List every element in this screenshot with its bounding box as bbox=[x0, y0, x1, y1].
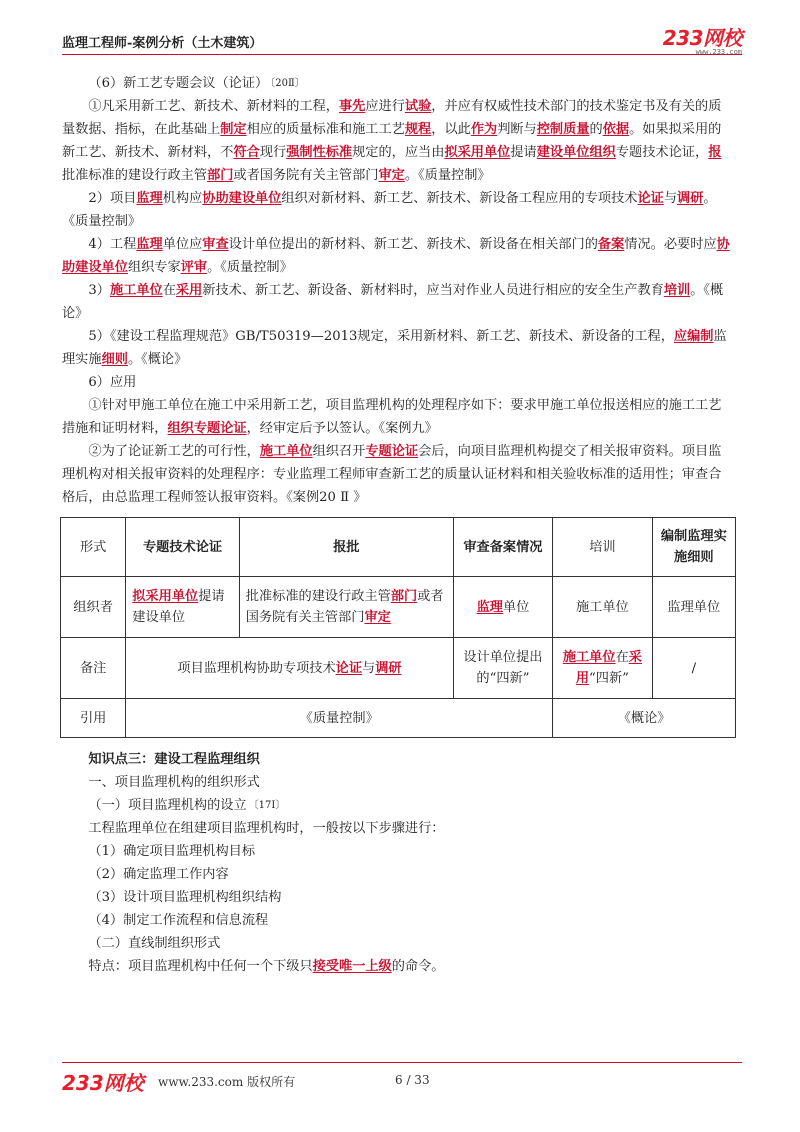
page-header bbox=[62, 28, 742, 55]
table-header-row bbox=[61, 518, 736, 577]
list-item: （3）设计项目监理机构组织结构 bbox=[88, 890, 282, 905]
text-run: 新技术、新工艺、新设备、新材料时，应当对作业人员进行相应的安全生产教育 bbox=[202, 283, 664, 298]
highlight-term: 监理 bbox=[136, 237, 163, 252]
paragraph bbox=[62, 325, 734, 371]
text-run: 或者国务院有关主管部门 bbox=[245, 589, 444, 625]
table-cell bbox=[126, 577, 240, 638]
list-item: （2）确定监理工作内容 bbox=[88, 867, 229, 882]
text-run: 批准标准的建设行政主管 bbox=[62, 168, 208, 183]
document-title: 监理工程师-案例分析（土木建筑） bbox=[62, 36, 263, 51]
text-run: 组织专家 bbox=[127, 260, 181, 275]
text-run: 现行 bbox=[259, 145, 287, 160]
highlight-term: 评审 bbox=[180, 260, 208, 275]
highlight-term: 控制质量 bbox=[536, 122, 590, 137]
paragraph bbox=[62, 394, 734, 440]
text-run: 的 bbox=[589, 122, 603, 137]
highlight-term: 事先 bbox=[338, 99, 366, 114]
highlight-term: 采用 bbox=[175, 283, 203, 298]
text-run: ①针对甲施工单位在施工中采用新工艺，项目监理机构的处理程序如下：要求甲施工单位报送相应的施工工艺措施和证明材料， bbox=[62, 398, 722, 436]
highlight-term: 作为 bbox=[470, 122, 498, 137]
highlight-term: 论证 bbox=[335, 660, 363, 676]
knowledge-point-title: 知识点三：建设工程监理组织 bbox=[88, 752, 260, 767]
exam-tag: 〔20Ⅱ〕 bbox=[270, 78, 305, 89]
highlight-term: 建设单位组织 bbox=[536, 145, 616, 160]
table-cell bbox=[126, 638, 453, 699]
text-run: 4）工程 bbox=[88, 237, 137, 252]
brand-logo bbox=[663, 22, 742, 56]
highlight-term: 专题论证 bbox=[365, 444, 419, 459]
highlight-term: 施工单位 bbox=[259, 444, 313, 459]
text-run: 。如果拟采用的新工艺、新技术、新材料，不 bbox=[62, 122, 722, 160]
highlight-term: 论证 bbox=[637, 191, 664, 206]
text-run: 相应的质量标准和施工工艺 bbox=[246, 122, 405, 137]
highlight-term: 依据 bbox=[602, 122, 630, 137]
footer-logo: 233网校 bbox=[62, 1071, 144, 1095]
text-run: 。《概论》 bbox=[127, 352, 188, 367]
text-run: 组织召开 bbox=[312, 444, 366, 459]
text-run: 或者国务院有关主管部门 bbox=[233, 168, 379, 183]
page-content bbox=[62, 72, 734, 978]
text-run: 组织对新材料、新工艺、新技术、新设备工程应用的专项技术 bbox=[281, 191, 638, 206]
text-run: 单位应 bbox=[162, 237, 203, 252]
highlight-term: 施工单位 bbox=[109, 283, 163, 298]
highlight-term: 拟采用单位 bbox=[444, 145, 511, 160]
text-run: 提请 bbox=[510, 145, 537, 160]
highlight-term: 审定 bbox=[364, 610, 391, 625]
text-run: 与 bbox=[362, 660, 376, 676]
logo-text: 233网校 bbox=[662, 26, 742, 50]
table-cell bbox=[553, 638, 652, 699]
highlight-term: 协助建设单位 bbox=[202, 191, 282, 206]
paragraph bbox=[62, 279, 734, 325]
section-title-text: （6）新工艺专题会议（论证） bbox=[88, 76, 269, 91]
table-cell: 《概论》 bbox=[553, 699, 736, 738]
list-item: （4）制定工作流程和信息流程 bbox=[88, 913, 269, 928]
subheading: 6）应用 bbox=[88, 375, 137, 390]
table-header: 编制监理实施细则 bbox=[652, 518, 735, 577]
text-run: 判断与 bbox=[497, 122, 537, 137]
highlight-term: 报 bbox=[708, 145, 722, 160]
text-run: 规定的，应当由 bbox=[352, 145, 445, 160]
highlight-term: 部门 bbox=[390, 589, 418, 604]
table-cell bbox=[453, 577, 552, 638]
text-run: 批准标准的建设行政主管 bbox=[245, 589, 391, 604]
text-run: 。《质量控制》 bbox=[62, 191, 717, 229]
highlight-term: 调研 bbox=[375, 660, 402, 676]
table-cell bbox=[239, 577, 453, 638]
text-run: ，经审定后予以签认。《案例九》 bbox=[246, 421, 438, 436]
text-run: 。《质量控制》 bbox=[207, 260, 293, 275]
text-run: 的命令。 bbox=[391, 959, 445, 974]
highlight-term: 符合 bbox=[233, 145, 260, 160]
highlight-term: 监理 bbox=[476, 599, 503, 615]
table-header: 报批 bbox=[239, 518, 453, 577]
exam-tag: 〔17Ⅰ〕 bbox=[248, 800, 286, 811]
paragraph bbox=[62, 233, 734, 279]
table-cell: 监理单位 bbox=[652, 577, 735, 638]
table-cell: 施工单位 bbox=[553, 577, 652, 638]
comparison-table bbox=[60, 517, 736, 738]
paragraph bbox=[62, 187, 734, 233]
text-run: 。《概论》 bbox=[62, 283, 724, 321]
highlight-term: 应编制 bbox=[673, 329, 714, 344]
section-6-title bbox=[62, 72, 734, 95]
heading-3: （二）直线制组织形式 bbox=[88, 936, 221, 951]
highlight-term: 审查 bbox=[202, 237, 229, 252]
highlight-term: 试验 bbox=[404, 99, 432, 114]
text-run: 应进行 bbox=[365, 99, 405, 114]
table-row bbox=[61, 577, 736, 638]
table-cell: 设计单位提出的“四新” bbox=[453, 638, 552, 699]
highlight-term: 规程 bbox=[404, 122, 432, 137]
text-run: 在 bbox=[162, 283, 176, 298]
text-run: 2）项目 bbox=[88, 191, 137, 206]
text-run: 项目监理机构协助专项技术 bbox=[177, 660, 336, 676]
highlight-term: 调研 bbox=[677, 191, 704, 206]
table-header: 审查备案情况 bbox=[453, 518, 552, 577]
paragraph bbox=[62, 95, 734, 187]
row-label: 引用 bbox=[61, 699, 126, 738]
highlight-term: 施工单位 bbox=[562, 650, 616, 665]
text-run: ①凡采用新工艺、新技术、新材料的工程， bbox=[88, 99, 339, 114]
highlight-term: 监理 bbox=[136, 191, 163, 206]
heading-2 bbox=[62, 794, 734, 817]
highlight-term: 协助建设单位 bbox=[62, 237, 730, 275]
row-label: 备注 bbox=[61, 638, 126, 699]
highlight-term: 审定 bbox=[378, 168, 405, 183]
list-item: （1）确定项目监理机构目标 bbox=[88, 844, 256, 859]
highlight-term: 培训 bbox=[663, 283, 691, 298]
highlight-term: 采用 bbox=[575, 650, 642, 686]
text-run: 情况。必要时应 bbox=[624, 237, 717, 252]
text-run: 特点：项目监理机构中任何一个下级只 bbox=[88, 959, 313, 974]
paragraph bbox=[62, 440, 734, 509]
page-footer bbox=[62, 1062, 742, 1099]
row-label: 组织者 bbox=[61, 577, 126, 638]
page-number: 6 / 33 bbox=[395, 1073, 430, 1087]
text-run: ②为了论证新工艺的可行性， bbox=[88, 444, 260, 459]
text-run: 与 bbox=[663, 191, 678, 206]
text-run: 专题技术论证， bbox=[615, 145, 709, 160]
table-cell: / bbox=[652, 638, 735, 699]
copyright-text: www.233.com 版权所有 bbox=[158, 1075, 296, 1089]
highlight-term: 制定 bbox=[220, 122, 247, 137]
highlight-term: 部门 bbox=[207, 168, 234, 183]
text-run: 3） bbox=[88, 283, 110, 298]
paragraph bbox=[62, 955, 734, 978]
table-cell: 《质量控制》 bbox=[126, 699, 553, 738]
highlight-term: 接受唯一上级 bbox=[312, 959, 392, 974]
text-run: ，以此 bbox=[431, 122, 471, 137]
highlight-term: 细则 bbox=[101, 352, 128, 367]
text-run: 在 bbox=[615, 650, 629, 665]
highlight-term: 拟采用单位 bbox=[132, 589, 199, 604]
heading-text: （一）项目监理机构的设立 bbox=[88, 798, 247, 813]
highlight-term: 强制性标准 bbox=[286, 145, 353, 160]
highlight-term: 组织专题论证 bbox=[167, 421, 247, 436]
text-run: ，并应有权威性技术部门的技术鉴定书及有关的质量数据、指标，在此基础上 bbox=[62, 99, 722, 137]
text-run: 设计单位提出的新材料、新工艺、新技术、新设备在相关部门的 bbox=[228, 237, 598, 252]
text-run: 会后，向项目监理机构提交了相关报审资料。项目监理机构对相关报审资料的处理程序：专业监理工程师审查新工艺的质量认证材料和相关验收标准的适用性；审查合格后，由总监理工程师签认报审资料。《案例20 Ⅱ 》 bbox=[62, 444, 722, 505]
text-run: 机构应 bbox=[162, 191, 203, 206]
table-header: 形式 bbox=[61, 518, 126, 577]
paragraph: 工程监理单位在组建项目监理机构时，一般按以下步骤进行： bbox=[88, 821, 445, 836]
highlight-term: 备案 bbox=[597, 237, 625, 252]
heading-1: 一、项目监理机构的组织形式 bbox=[88, 775, 260, 790]
text-run: 5）《建设工程监理规范》GB/T50319—2013规定，采用新材料、新工艺、新技术、新设备的工程， bbox=[88, 329, 674, 344]
text-run: 监理实施 bbox=[62, 329, 727, 367]
table-row bbox=[61, 638, 736, 699]
logo-url: www.233.com bbox=[695, 48, 742, 56]
table-row bbox=[61, 699, 736, 738]
text-run: 。《质量控制》 bbox=[404, 168, 491, 183]
text-run: 提请建设单位 bbox=[132, 589, 225, 625]
table-header: 专题技术论证 bbox=[126, 518, 240, 577]
text-run: 单位 bbox=[502, 599, 530, 615]
table-header: 培训 bbox=[553, 518, 652, 577]
text-run: “四新” bbox=[589, 671, 629, 686]
